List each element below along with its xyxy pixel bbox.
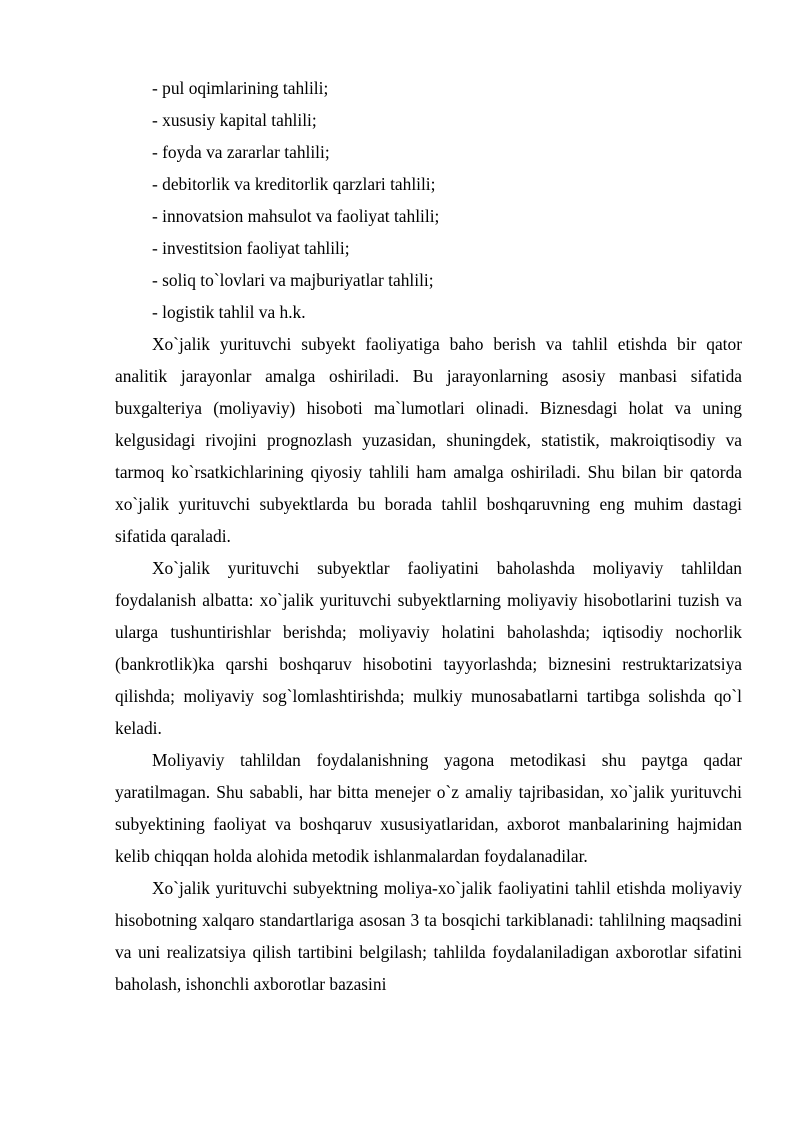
paragraph-ifrs-stages: Xo`jalik yurituvchi subyektning moliya-xo`jalik faoliyatini tahlil etishda moliyaviy hisobotning xalqaro standartlariga asosan 3 ta bosqichi tarkiblanadi: tahlilning maqsadini va uni realizatsiya qilish tartibini belgilash; tahlilda foydalaniladigan axborotlar sifatini baholash, ishonchli axborotlar bazasini [115,878,742,994]
list-item-receivables-payables: - debitorlik va kreditorlik qarzlari tahlili; [152,174,436,194]
list-item-innovation: - innovatsion mahsulot va faoliyat tahlili; [152,206,440,226]
list-item-investment: - investitsion faoliyat tahlili; [152,238,350,258]
list-item-equity: - xususiy kapital tahlili; [152,110,317,130]
list-item-cash-flows: - pul oqimlarining tahlili; [152,78,329,98]
list-item-profit-loss: - foyda va zararlar tahlili; [152,142,330,162]
paragraph-financial-analysis-use: Xo`jalik yurituvchi subyektlar faoliyatini baholashda moliyaviy tahlildan foydalanish albatta: xo`jalik yurituvchi subyektlarning moliyaviy hisobotlarini tuzish va ularga tushuntirishlar berishda; moliyaviy holatini baholashda; iqtisodiy nochorlik (bankrotlik)ka qarshi boshqaruv hisobotini tayyorlashda; biznesini restruktarizatsiya qilishda; moliyaviy sog`lomlashtirishda; mulkiy munosabatlarni tartibga solishda qo`l keladi. [115,558,742,738]
list-item-logistics: - logistik tahlil va h.k. [152,302,306,322]
paragraph-methodology: Moliyaviy tahlildan foydalanishning yagona metodikasi shu paytga qadar yaratilmagan. Shu sababli, har bitta menejer o`z amaliy tajribasidan, xo`jalik yurituvchi subyektining faoliyat va boshqaruv xususiyatlaridan, axborot manbalarining hajmidan kelib chiqqan holda alohida metodik ishlanmalardan foydalanadilar. [115,750,742,866]
document-page [115,72,742,1000]
list-item-taxes: - soliq to`lovlari va majburiyatlar tahlili; [152,270,434,290]
paragraph-analytic-processes: Xo`jalik yurituvchi subyekt faoliyatiga baho berish va tahlil etishda bir qator analitik jarayonlar amalga oshiriladi. Bu jarayonlarning asosiy manbasi sifatida buxgalteriya (moliyaviy) hisoboti ma`lumotlari olinadi. Biznesdagi holat va uning kelgusidagi rivojini prognozlash yuzasidan, shuningdek, statistik, makroiqtisodiy va tarmoq ko`rsatkichlarining qiyosiy tahlili ham amalga oshiriladi. Shu bilan bir qatorda xo`jalik yurituvchi subyektlarda bu borada tahlil boshqaruvning eng muhim dastagi sifatida qaraladi. [115,334,742,546]
